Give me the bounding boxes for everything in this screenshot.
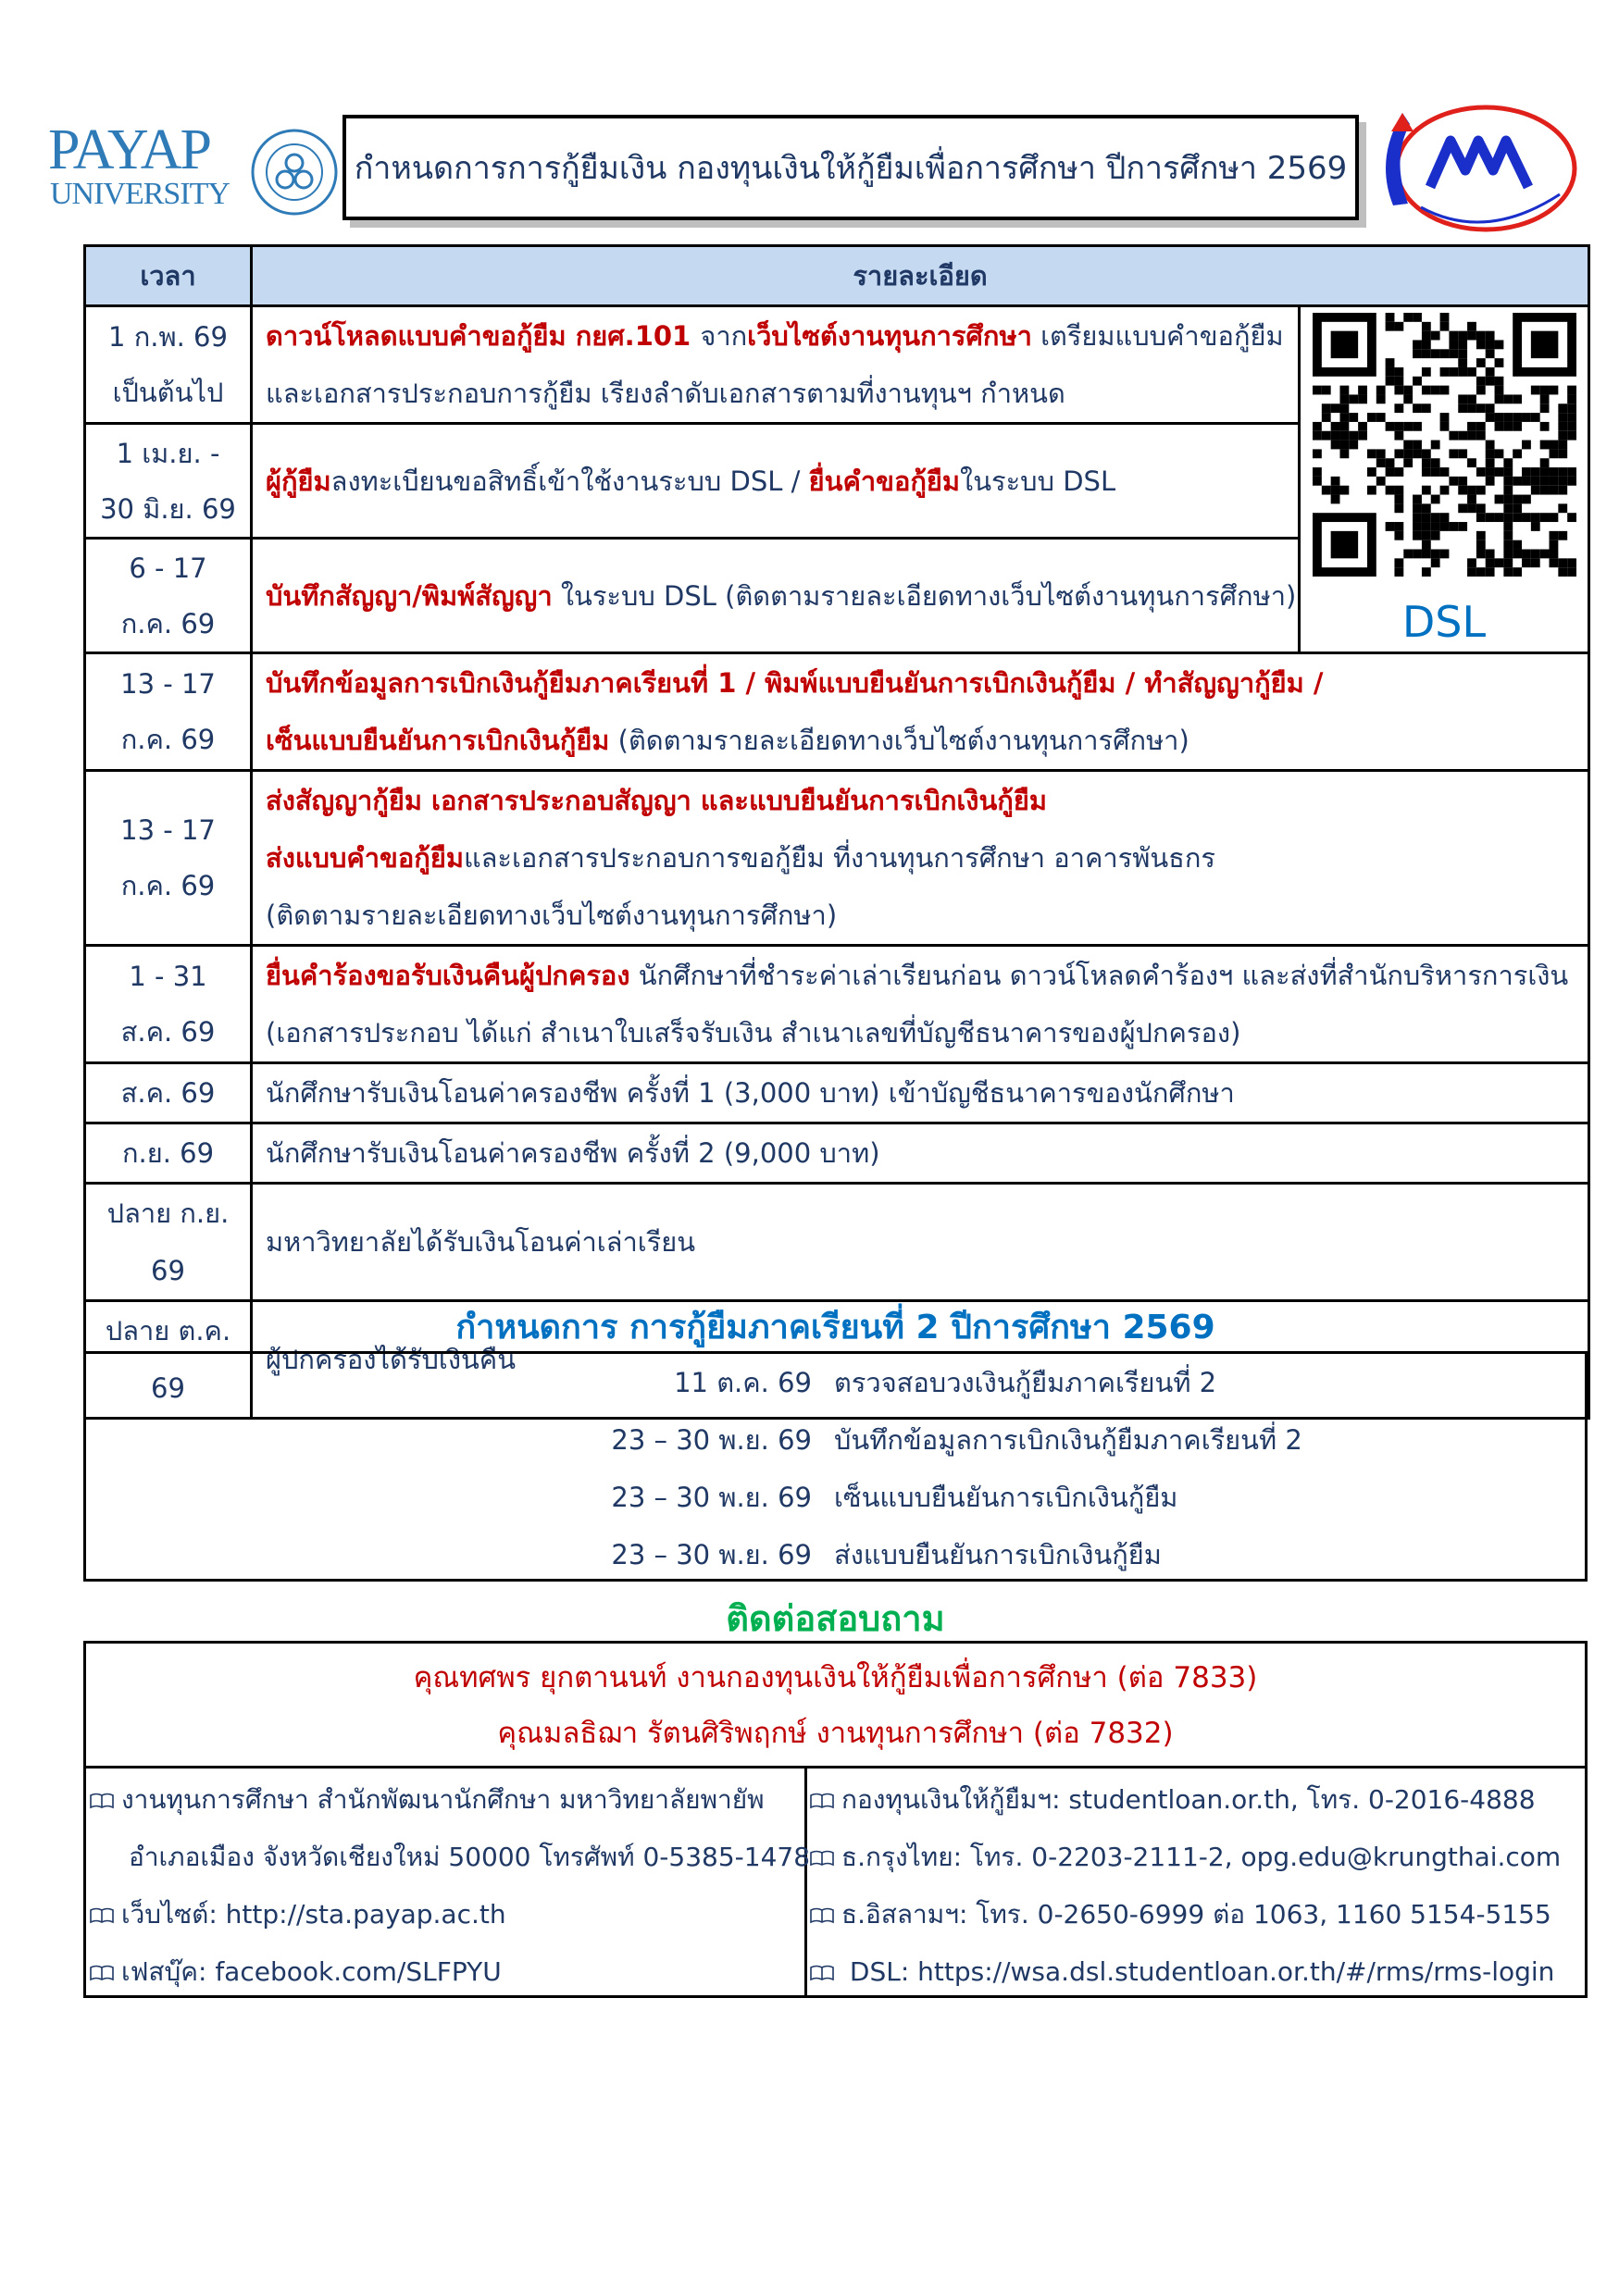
- semester2-box: [83, 1351, 1588, 1582]
- detail-cell: [252, 771, 1589, 946]
- detail-line: [266, 829, 1575, 887]
- qr-label: DSL: [1401, 597, 1487, 647]
- time-text: ส.ค. 69: [120, 1077, 216, 1109]
- table-row: [85, 771, 1589, 946]
- contact-text: อำเภอเมือง จังหวัดเชียงใหม่ 50000 โทรศัพท์ 0-5385-1478: [129, 1842, 811, 1872]
- book-icon: [90, 1965, 114, 1981]
- header-details: รายละเอียด: [252, 246, 1589, 306]
- contact-box: [83, 1641, 1588, 1998]
- qr-code-cell: [1300, 306, 1589, 653]
- detail-cell: [252, 653, 1589, 771]
- detail-cell: [252, 424, 1300, 539]
- detail-line: [266, 887, 1575, 944]
- contact-line: [129, 1829, 810, 1886]
- semester2-date: 11 ต.ค. 69: [674, 1367, 812, 1398]
- semester2-text: บันทึกข้อมูลการเบิกเงินกู้ยืมภาคเรียนที่ 2: [834, 1424, 1302, 1456]
- detail-line: [266, 1064, 1575, 1122]
- highlighted-text: ยื่นคำขอกู้ยืม: [808, 465, 961, 497]
- detail-cell: [252, 306, 1300, 424]
- time-cell: [85, 1063, 252, 1123]
- detail-cell: [252, 1063, 1589, 1123]
- page-title: กำหนดการการกู้ยืมเงิน กองทุนเงินให้กู้ยืมเพื่อการศึกษา ปีการศึกษา 2569: [342, 115, 1359, 220]
- semester2-date: 23 – 30 พ.ย. 69: [611, 1482, 812, 1513]
- book-icon: [90, 1907, 114, 1924]
- contact-text: เฟสบุ๊ค: facebook.com/SLFPYU: [121, 1956, 502, 1987]
- highlighted-text: บันทึกสัญญา/พิมพ์สัญญา: [266, 579, 553, 612]
- detail-text: ในระบบ DSL (ติดตามรายละเอียดทางเว็บไซต์งานทุนการศึกษา): [552, 579, 1297, 612]
- detail-text: นักศึกษารับเงินโอนค่าครองชีพ ครั้งที่ 2 (9,000 บาท): [266, 1137, 880, 1169]
- semester2-item: [86, 1469, 1585, 1526]
- detail-text: ลงทะเบียนขอสิทธิ์เข้าใช้งานระบบ DSL /: [330, 465, 809, 497]
- detail-text: (เอกสารประกอบ ได้แก่ สำเนาใบเสร็จรับเงิน สำเนาเลขที่บัญชีธนาคารของผู้ปกครอง): [266, 1017, 1241, 1049]
- time-cell: [85, 653, 252, 771]
- detail-cell: [252, 1123, 1589, 1184]
- table-row: [85, 1184, 1589, 1301]
- time-text: ปลาย ต.ค. 69: [105, 1315, 231, 1404]
- semester2-text: ส่งแบบยืนยันการเบิกเงินกู้ยืม: [834, 1539, 1162, 1570]
- divider: [86, 1766, 1585, 1769]
- contact-line: [90, 1771, 765, 1829]
- detail-text: ในระบบ DSL: [960, 465, 1116, 497]
- detail-text: ผู้ปกครองได้รับเงินคืน: [266, 1344, 517, 1375]
- time-text: ก.ค. 69: [120, 607, 216, 639]
- time-cell: [85, 1184, 252, 1301]
- highlighted-text: ส่งแบบคำขอกู้ยืม: [266, 842, 464, 874]
- book-icon: [810, 1850, 834, 1867]
- book-icon: [810, 1793, 834, 1809]
- contact-text: DSL: https://wsa.dsl.studentloan.or.th/#/rms/rms-login: [841, 1956, 1555, 1987]
- detail-line: [266, 453, 1285, 510]
- table-row: [85, 306, 1589, 424]
- semester2-text: เซ็นแบบยืนยันการเบิกเงินกู้ยืม: [834, 1482, 1178, 1513]
- detail-line: [266, 772, 1575, 829]
- detail-line: [266, 712, 1575, 769]
- time-cell: [85, 424, 252, 539]
- contact-title: ติดต่อสอบถาม: [726, 1598, 945, 1639]
- contact-line: [810, 1829, 1561, 1886]
- highlighted-text: ส่งสัญญากู้ยืม เอกสารประกอบสัญญา และแบบยืนยันการเบิกเงินกู้ยืม: [266, 785, 1047, 816]
- book-icon: [810, 1907, 834, 1924]
- time-text: ก.ย. 69: [121, 1137, 215, 1169]
- contact-text: เว็บไซต์: http://sta.payap.ac.th: [121, 1899, 506, 1930]
- detail-line: [266, 567, 1297, 625]
- time-cell: [85, 946, 252, 1063]
- time-cell: [85, 771, 252, 946]
- detail-line: [266, 1004, 1575, 1061]
- detail-text: นักศึกษารับเงินโอนค่าครองชีพ ครั้งที่ 1 (3,000 บาท) เข้าบัญชีธนาคารของนักศึกษา: [266, 1077, 1235, 1109]
- detail-text: เตรียมแบบคำขอกู้ยืม: [1031, 320, 1284, 352]
- detail-text: จาก: [700, 320, 748, 352]
- table-row: [85, 653, 1589, 771]
- highlighted-text: ยื่นคำร้องขอรับเงินคืนผู้ปกครอง: [266, 960, 630, 991]
- semester2-date: 23 – 30 พ.ย. 69: [611, 1539, 812, 1570]
- detail-text: มหาวิทยาลัยได้รับเงินโอนค่าเล่าเรียน: [266, 1226, 696, 1258]
- semester2-item: [86, 1411, 1585, 1469]
- time-text: 13 - 17: [120, 814, 216, 846]
- detail-cell: [252, 946, 1589, 1063]
- student-loan-fund-logo: [1365, 104, 1580, 233]
- time-text: ก.ค. 69: [120, 724, 216, 755]
- table-row: [85, 1123, 1589, 1184]
- detail-text: (ติดตามรายละเอียดทางเว็บไซต์งานทุนการศึกษา): [609, 725, 1189, 756]
- contact-line: [810, 1943, 1554, 2001]
- contact-person: คุณทศพร ยุกตานนท์ งานกองทุนเงินให้กู้ยืมเพื่อการศึกษา (ต่อ 7833): [413, 1661, 1258, 1694]
- time-text: 1 - 31: [129, 961, 207, 992]
- payap-seal-icon: [250, 128, 339, 217]
- table-header-row: [85, 246, 1589, 306]
- highlighted-text: ดาวน์โหลดแบบคำขอกู้ยืม กยศ.101: [266, 320, 701, 352]
- contact-text: งานทุนการศึกษา สำนักพัฒนานักศึกษา มหาวิทยาลัยพายัพ: [121, 1784, 765, 1815]
- contact-line: [90, 1886, 506, 1943]
- time-text: 1 ก.พ. 69: [108, 321, 228, 353]
- detail-line: [266, 654, 1575, 712]
- semester2-item: [86, 1526, 1585, 1583]
- time-text: เป็นต้นไป: [112, 377, 224, 408]
- contact-text: ธ.กรุงไทย: โทร. 0-2203-2111-2, opg.edu@krungthai.com: [841, 1842, 1562, 1872]
- contact-person: คุณมลธิฌา รัตนศิริพฤกษ์ งานทุนการศึกษา (ต่อ 7832): [497, 1717, 1174, 1750]
- contact-line: [810, 1771, 1536, 1829]
- book-icon: [90, 1793, 114, 1809]
- detail-line: [266, 1213, 1575, 1271]
- time-text: 30 มิ.ย. 69: [100, 492, 236, 525]
- time-cell: [85, 1123, 252, 1184]
- detail-line: [266, 947, 1575, 1004]
- time-cell: [85, 539, 252, 653]
- semester2-text: ตรวจสอบวงเงินกู้ยืมภาคเรียนที่ 2: [834, 1367, 1217, 1398]
- time-text: ปลาย ก.ย. 69: [106, 1198, 230, 1286]
- detail-text: (ติดตามรายละเอียดทางเว็บไซต์งานทุนการศึกษา): [266, 900, 838, 931]
- detail-cell: [252, 1184, 1589, 1301]
- contact-text: กองทุนเงินให้กู้ยืมฯ: studentloan.or.th, โทร. 0-2016-4888: [841, 1784, 1536, 1815]
- contact-line: [90, 1943, 502, 2001]
- time-text: ก.ค. 69: [120, 870, 216, 901]
- time-text: ส.ค. 69: [120, 1016, 216, 1048]
- detail-text: นักศึกษาที่ชำระค่าเล่าเรียนก่อน ดาวน์โหลดคำร้องฯ และส่งที่สำนักบริหารการเงิน: [629, 960, 1569, 991]
- detail-text: และเอกสารประกอบการกู้ยืม เรียงลำดับเอกสารตามที่งานทุนฯ กำหนด: [266, 378, 1065, 409]
- highlighted-text: บันทึกข้อมูลการเบิกเงินกู้ยืมภาคเรียนที่ 1 / พิมพ์แบบยืนยันการเบิกเงินกู้ยืม / ทำสัญญากู้ยืม /: [266, 667, 1324, 699]
- detail-line: [266, 307, 1285, 365]
- schedule-table: [83, 244, 1590, 1420]
- detail-cell: [252, 539, 1300, 653]
- highlighted-text: ผู้กู้ยืม: [266, 465, 331, 497]
- contact-text: ธ.อิสลามฯ: โทร. 0-2650-6999 ต่อ 1063, 1160 5154-5155: [841, 1899, 1551, 1930]
- table-row: [85, 946, 1589, 1063]
- semester2-date: 23 – 30 พ.ย. 69: [611, 1424, 812, 1456]
- book-icon: [810, 1965, 834, 1981]
- contact-line: [810, 1886, 1551, 1943]
- time-text: 13 - 17: [120, 668, 216, 700]
- table-row: [85, 1063, 1589, 1123]
- time-text: 1 เม.ย. -: [116, 437, 220, 469]
- payap-university-logo: PAYAP UNIVERSITY: [48, 120, 344, 222]
- time-text: 6 - 17: [129, 552, 207, 584]
- time-cell: [85, 306, 252, 424]
- detail-line: [266, 1124, 1575, 1182]
- detail-text: และเอกสารประกอบการขอกู้ยืม ที่งานทุนการศึกษา อาคารพันธกร: [463, 842, 1216, 874]
- semester2-item: [86, 1354, 1585, 1411]
- qr-code-icon[interactable]: [1313, 313, 1576, 577]
- highlighted-text: เว็บไซต์งานทุนการศึกษา: [747, 320, 1032, 352]
- detail-line: [266, 365, 1285, 422]
- header-time: เวลา: [85, 246, 252, 306]
- semester2-title: กำหนดการ การกู้ยืมภาคเรียนที่ 2 ปีการศึกษา 2569: [455, 1309, 1215, 1347]
- highlighted-text: เซ็นแบบยืนยันการเบิกเงินกู้ยืม: [266, 725, 610, 756]
